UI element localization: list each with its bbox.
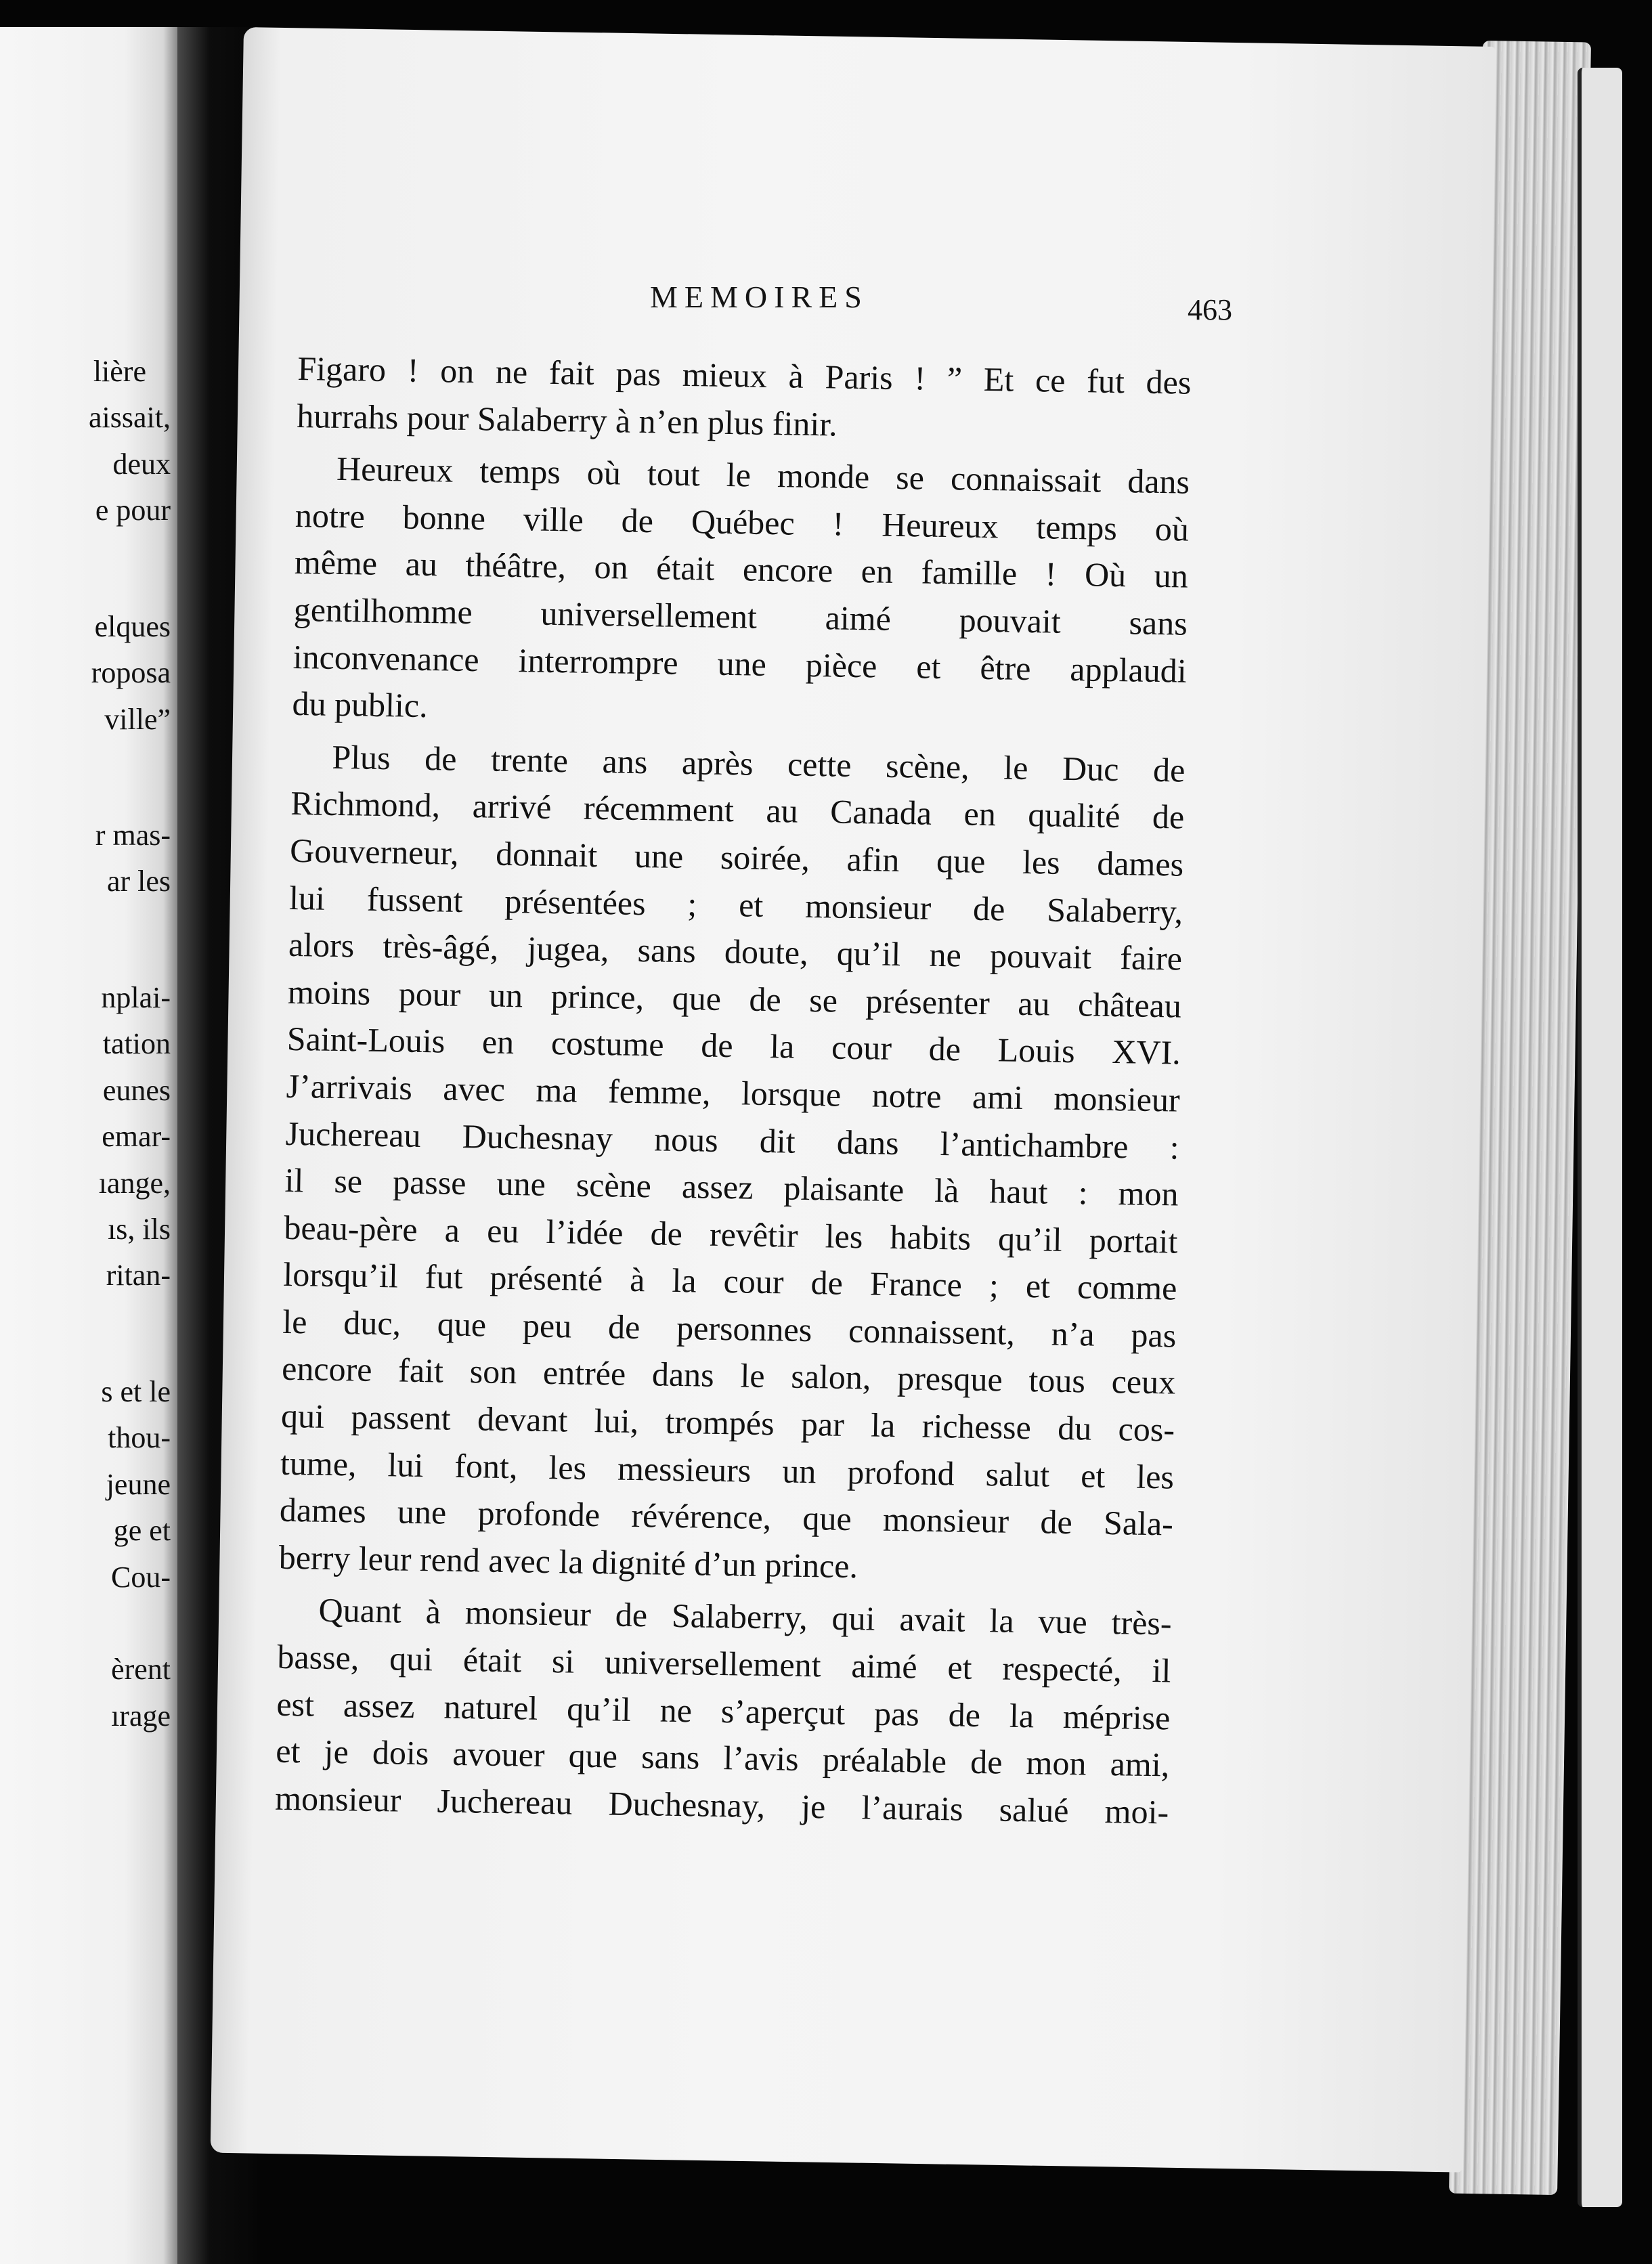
paragraph <box>292 445 1190 741</box>
text-line: Figaro ! on ne fait pas mieux à Paris ! ” Et ce fut des <box>297 349 1192 401</box>
text-line: gentilhomme universellement aimé pouvait sans <box>293 590 1188 643</box>
text-line: Richmond, arrivé récemment au Canada en qualité de <box>290 784 1185 836</box>
page-header <box>298 279 1232 326</box>
paragraph <box>297 345 1192 454</box>
text-line: Heureux temps où tout le monde se connaissait dans <box>336 450 1190 501</box>
paragraph <box>278 733 1186 1595</box>
left-page-fragment: s et le <box>101 1375 171 1408</box>
text-line: tume, lui font, les messieurs un profond salut et les <box>280 1443 1175 1496</box>
left-page-fragment: aissait, <box>89 401 171 434</box>
body-text <box>275 345 1192 1836</box>
text-line: il se passe une scène assez plaisante là haut : mon <box>284 1160 1179 1213</box>
text-line: beau-père a eu l’idée de revêtir les habits qu’il portait <box>284 1208 1178 1261</box>
left-page-fragment: ge et <box>113 1514 171 1547</box>
left-page-fragment: Cou- <box>111 1561 171 1594</box>
left-page-fragment: tation <box>102 1027 171 1060</box>
left-page-fragment: lière <box>93 355 146 388</box>
left-page-fragment: ıange, <box>98 1167 171 1200</box>
text-line: inconvenance interrompre une pièce et être applaudi <box>292 637 1188 690</box>
left-page-fragment: èrent <box>111 1653 171 1686</box>
paragraph <box>275 1586 1172 1836</box>
left-page-fragment: elques <box>94 610 171 643</box>
text-line: qui passent devant lui, trompés par la richesse du cos- <box>280 1396 1175 1449</box>
left-page-fragment: eunes <box>102 1074 171 1107</box>
left-page-fragment: deux <box>112 448 171 481</box>
left-facing-page <box>0 27 177 2264</box>
text-line: hurrahs pour Salaberry à n’en plus finir. <box>296 396 838 443</box>
text-line: est assez naturel qu’il ne s’aperçut pas de la méprise <box>276 1684 1171 1737</box>
left-page-fragment: e pour <box>95 494 171 527</box>
text-line: dames une profonde révérence, que monsieur de Sala- <box>279 1491 1174 1543</box>
left-page-fragment: nplai- <box>101 981 171 1014</box>
text-line: berry leur rend avec la dignité d’un prince. <box>278 1538 858 1586</box>
text-line: lorsqu’il fut présenté à la cour de France ; et comme <box>283 1255 1177 1307</box>
text-line: du public. <box>292 684 429 725</box>
text-line: notre bonne ville de Québec ! Heureux temps où <box>295 496 1190 548</box>
text-line: Juchereau Duchesnay nous dit dans l’antichambre : <box>285 1114 1180 1167</box>
text-line: J’arrivais avec ma femme, lorsque notre ami monsieur <box>286 1066 1181 1119</box>
text-line: alors très-âgé, jugea, sans doute, qu’il ne pouvait faire <box>288 926 1183 978</box>
left-page-fragment: ritan- <box>106 1259 171 1292</box>
left-page-fragment: ar les <box>106 865 171 898</box>
back-cover-edge <box>1578 68 1622 2207</box>
left-page-fragment: roposa <box>91 656 171 689</box>
text-line: Plus de trente ans après cette scène, le Duc de <box>332 737 1186 789</box>
text-line: lui fussent présentées ; et monsieur de Salaberry, <box>288 878 1183 931</box>
text-line: le duc, que peu de personnes connaissent, n’a pas <box>282 1302 1177 1355</box>
left-page-fragment: ırage <box>111 1699 171 1733</box>
left-page-fragment: jeune <box>106 1468 171 1501</box>
text-line: même au théâtre, on était encore en famille ! Où un <box>294 543 1189 596</box>
text-line: encore fait son entrée dans le salon, presque tous ceux <box>281 1349 1176 1402</box>
running-head: MEMOIRES <box>650 280 869 314</box>
text-line: monsieur Juchereau Duchesnay, je l’aurais salué moi- <box>274 1779 1169 1831</box>
left-page-fragment: emar- <box>102 1120 171 1153</box>
text-line: basse, qui était si universellement aimé et respecté, il <box>277 1637 1171 1690</box>
text-line: Saint-Louis en costume de la cour de Louis XVI. <box>286 1020 1181 1072</box>
text-line: et je dois avouer que sans l’avis préalable de mon ami, <box>275 1731 1170 1784</box>
page-number: 463 <box>1188 293 1232 326</box>
left-page-fragment: ıs, ils <box>108 1213 171 1246</box>
left-page-fragment: thou- <box>108 1421 171 1454</box>
text-line: Quant à monsieur de Salaberry, qui avait la vue très- <box>318 1591 1172 1642</box>
left-page-fragment: r mas- <box>95 819 171 852</box>
text-line: Gouverneur, donnait une soirée, afin que les dames <box>289 831 1184 884</box>
text-line: moins pour un prince, que de se présenter au château <box>287 972 1182 1025</box>
left-page-fragment: ville” <box>104 703 171 736</box>
